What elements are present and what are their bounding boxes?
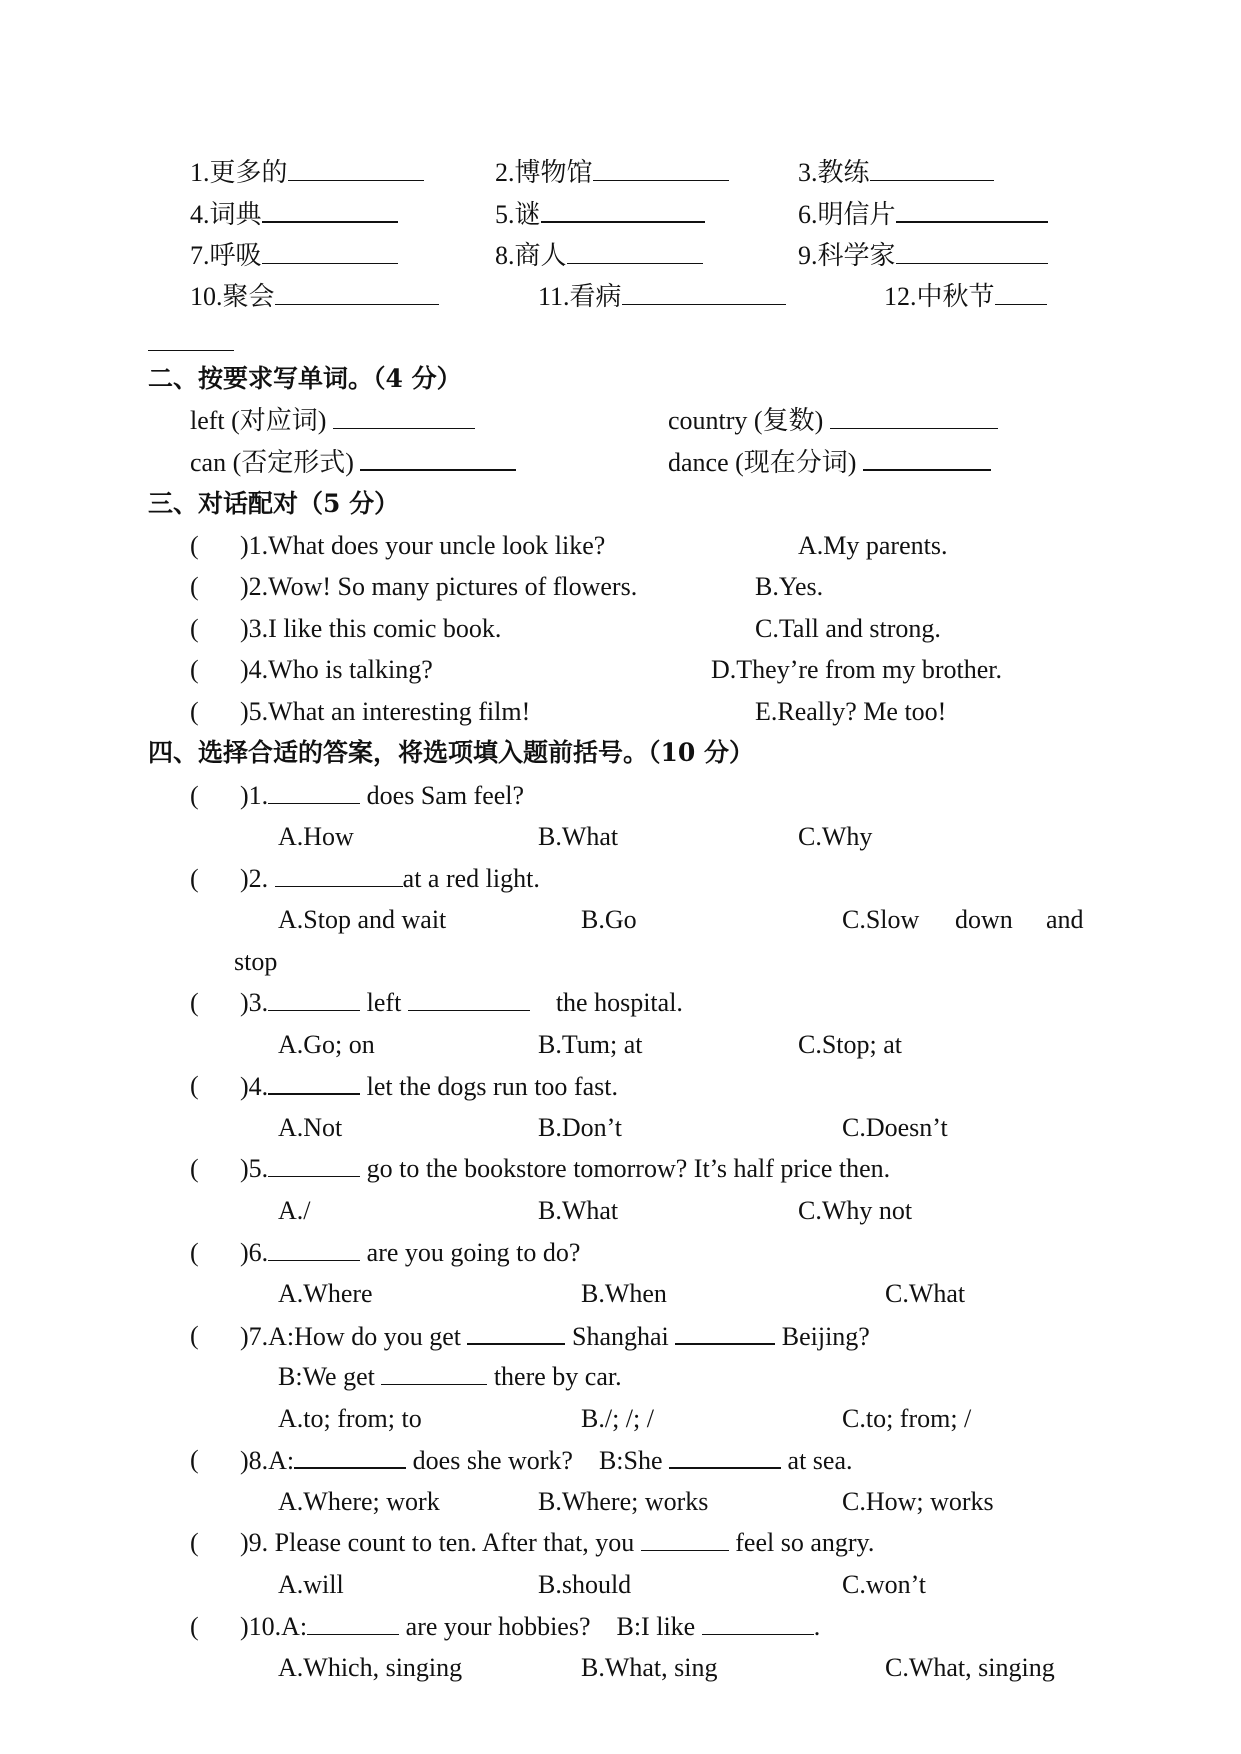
match-question-2: )2.Wow! So many pictures of flowers. [240,572,638,601]
word-form-item-2: country (复数) [668,408,998,434]
word-form-item-4: dance (现在分词) [668,449,991,476]
paren-open[interactable]: ( [190,864,199,893]
choice-question-3: )3. left the hospital. [240,988,683,1017]
answer-blank[interactable] [702,1614,814,1635]
vocab-item-1: 1.更多的 [190,160,424,186]
option-a[interactable]: A.will [278,1570,344,1599]
answer-blank[interactable] [268,990,360,1011]
option-a[interactable]: A.to; from; to [278,1404,422,1433]
vocab-item-5: 5.谜 [495,201,705,228]
paren-open[interactable]: ( [190,697,199,726]
option-c[interactable]: C.What [885,1279,966,1308]
option-b[interactable]: B./; /; / [581,1404,654,1433]
paren-open[interactable]: ( [190,1321,199,1350]
paren-open[interactable]: ( [190,1071,199,1100]
answer-blank[interactable] [541,201,705,223]
option-c[interactable]: C.What, singing [885,1653,1055,1682]
answer-blank[interactable] [268,1156,360,1177]
answer-blank[interactable] [288,160,424,181]
word-form-item-1: left (对应词) [190,408,475,434]
option-a[interactable]: A.Go; on [278,1030,375,1059]
vocab-item-4: 4.词典 [190,201,398,228]
option-c[interactable]: C.Doesn’t [842,1113,948,1142]
answer-blank[interactable] [294,1447,406,1469]
paren-open[interactable]: ( [190,1154,199,1183]
match-answer-b: B.Yes. [755,572,824,601]
option-c[interactable]: C.Stop; at [798,1030,903,1059]
answer-blank[interactable] [870,160,994,181]
word-form-item-3: can (否定形式) [190,449,516,476]
option-a[interactable]: A.Which, singing [278,1653,463,1682]
match-answer-d: D.They’re from my brother. [711,655,1002,684]
option-a[interactable]: A.Stop and wait [278,905,447,934]
answer-blank[interactable] [275,866,403,887]
match-question-3: )3.I like this comic book. [240,614,502,643]
vocab-item-10: 10.聚会 [190,284,439,310]
option-c[interactable]: C.to; from; / [842,1404,972,1433]
paren-open[interactable]: ( [190,531,199,560]
answer-blank[interactable] [669,1447,781,1469]
paren-open[interactable]: ( [190,572,199,601]
match-answer-a: A.My parents. [798,531,948,560]
choice-question-10: )10.A: are your hobbies? B:I like . [240,1612,821,1641]
answer-blank[interactable] [262,243,398,264]
vocab-item-8: 8.商人 [495,243,703,269]
option-c[interactable]: C.How; works [842,1487,994,1516]
option-b[interactable]: B.When [581,1279,667,1308]
answer-blank[interactable] [995,284,1047,305]
option-c[interactable]: C.Why not [798,1196,913,1225]
answer-blank[interactable] [567,243,703,264]
option-b[interactable]: B.Tum; at [538,1030,643,1059]
answer-blank[interactable] [863,449,991,471]
option-a[interactable]: A.Where [278,1279,373,1308]
match-answer-c: C.Tall and strong. [755,614,941,643]
match-answer-e: E.Really? Me too! [755,697,947,726]
option-a[interactable]: A.Where; work [278,1487,440,1516]
option-c[interactable]: C.Slow [842,905,920,934]
option-a[interactable]: A.Not [278,1113,343,1142]
answer-blank[interactable] [268,1073,360,1095]
answer-blank[interactable] [593,160,729,181]
answer-blank[interactable] [360,449,516,471]
option-c-continued: down [955,905,1013,934]
answer-blank[interactable] [333,408,475,429]
vocab-item-3: 3.教练 [798,160,994,186]
paren-open[interactable]: ( [190,1445,199,1474]
answer-blank[interactable] [307,1614,399,1635]
answer-blank[interactable] [268,1240,360,1261]
match-question-1: )1.What does your uncle look like? [240,531,606,560]
vocab-item-9: 9.科学家 [798,243,1048,269]
answer-blank[interactable] [262,201,398,223]
paren-open[interactable]: ( [190,1238,199,1267]
answer-blank[interactable] [268,783,360,804]
match-question-5: )5.What an interesting film! [240,697,531,726]
section-2-title: 二、按要求写单词。（4 分） [148,364,462,393]
vocab-item-11: 11.看病 [538,284,786,310]
answer-blank[interactable] [896,201,1048,223]
answer-blank[interactable] [830,408,998,429]
paren-open[interactable]: ( [190,988,199,1017]
option-b[interactable]: B.What, sing [581,1653,718,1682]
paren-open[interactable]: ( [190,614,199,643]
option-b[interactable]: B.should [538,1570,632,1599]
option-c-continued: and [1046,905,1084,934]
choice-question-7-b: B:We get there by car. [278,1362,622,1391]
answer-blank[interactable] [467,1323,565,1345]
option-b[interactable]: B.Where; works [538,1487,709,1516]
answer-blank[interactable] [408,990,530,1011]
choice-question-4: )4. let the dogs run too fast. [240,1072,618,1101]
choice-question-1: )1. does Sam feel? [240,781,525,810]
answer-blank[interactable] [896,243,1048,264]
option-b[interactable]: B.Go [581,905,637,934]
choice-question-7: )7.A:How do you get Shanghai Beijing? [240,1322,870,1351]
option-c[interactable]: C.won’t [842,1570,927,1599]
option-a[interactable]: A./ [278,1196,311,1225]
answer-blank[interactable] [622,284,786,305]
answer-blank[interactable] [275,284,439,305]
choice-question-9: )9. Please count to ten. After that, you feel so angry. [240,1528,875,1557]
answer-blank-continued[interactable] [148,350,234,351]
section-4-title: 四、选择合适的答案，将选项填入题前括号。（10 分） [148,738,754,767]
vocab-item-12: 12.中秋节 [884,284,1047,310]
paren-open[interactable]: ( [190,1528,199,1557]
match-question-4: )4.Who is talking? [240,655,433,684]
option-c[interactable]: C.Why [798,822,873,851]
option-c-wrap: stop [234,947,278,976]
answer-blank[interactable] [641,1530,729,1551]
choice-question-5: )5. go to the bookstore tomorrow? It’s half price then. [240,1154,891,1183]
paren-open[interactable]: ( [190,655,199,684]
vocab-item-2: 2.博物馆 [495,160,729,186]
answer-blank[interactable] [675,1323,775,1345]
option-b[interactable]: B.Don’t [538,1113,623,1142]
section-3-title: 三、对话配对（5 分） [148,489,400,518]
option-b[interactable]: B.What [538,1196,619,1225]
vocab-item-6: 6.明信片 [798,201,1048,228]
choice-question-2: )2. at a red light. [240,864,540,893]
paren-open[interactable]: ( [190,1612,199,1641]
choice-question-8: )8.A: does she work? B:She at sea. [240,1446,853,1475]
option-a[interactable]: A.How [278,822,354,851]
answer-blank[interactable] [381,1364,487,1385]
vocab-item-7: 7.呼吸 [190,243,398,269]
choice-question-6: )6. are you going to do? [240,1238,581,1267]
option-b[interactable]: B.What [538,822,619,851]
paren-open[interactable]: ( [190,781,199,810]
